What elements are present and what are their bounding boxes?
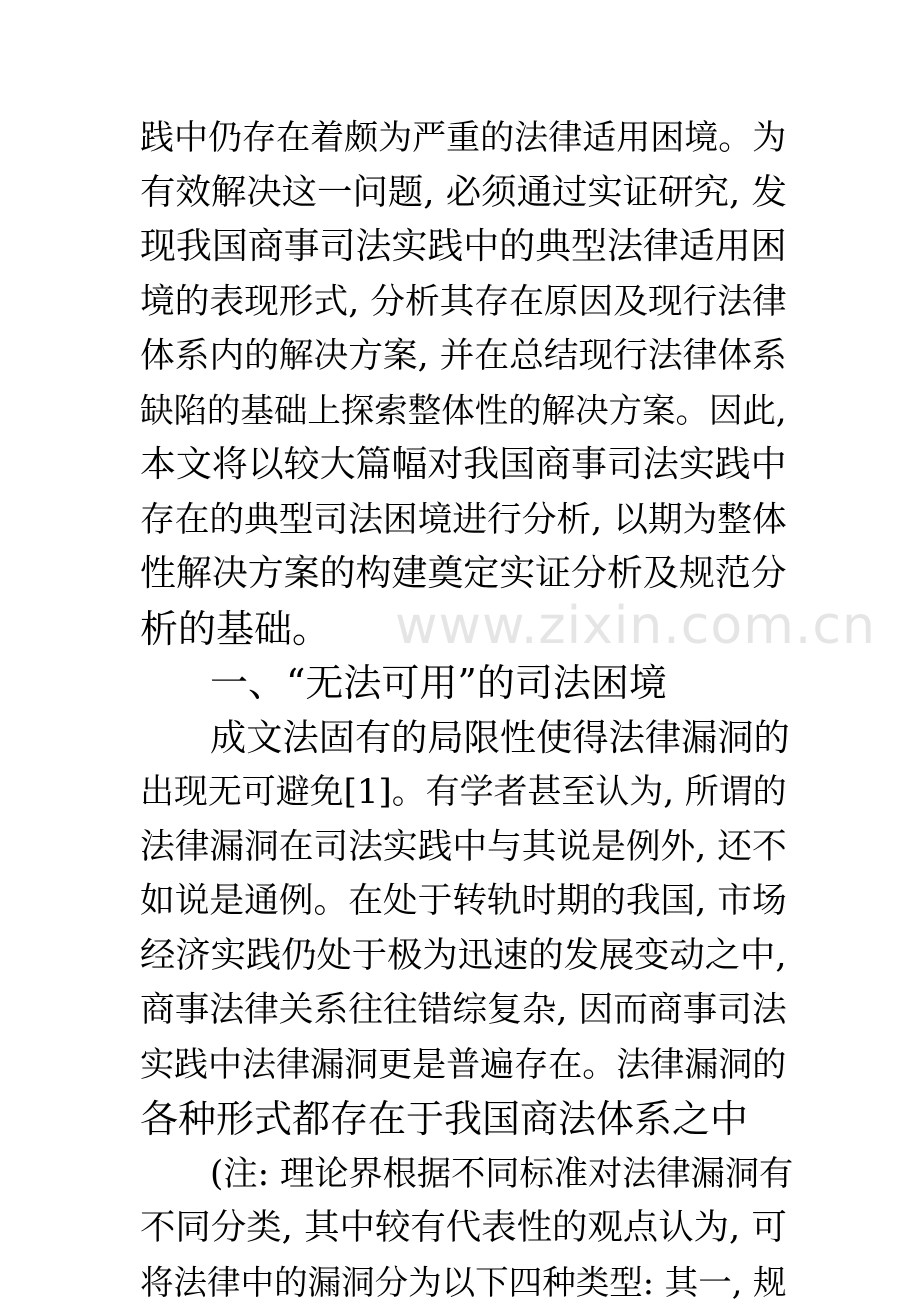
text-line: 析的基础。 xyxy=(140,606,331,651)
body-text xyxy=(140,111,794,1302)
text-line: 现我国商事司法实践中的典型法律适用困 xyxy=(140,226,787,267)
text-line: 践中仍存在着颇为严重的法律适用困境。为 xyxy=(140,118,787,158)
text-line: 经济实践仍处于极为迅速的发展变动之中, xyxy=(140,934,787,976)
text-line: 法律漏洞在司法实践中与其说是例外, 还不 xyxy=(140,826,787,867)
text-line: 不同分类, 其中较有代表性的观点认为, 可 xyxy=(140,1207,787,1248)
text-line: 缺陷的基础上探索整体性的解决方案。因此, xyxy=(140,390,787,430)
text-line: 存在的典型司法困境进行分析, 以期为整体 xyxy=(140,499,787,540)
text-line: 如说是通例。在处于转轨时期的我国, 市场 xyxy=(140,881,787,921)
text-line: 各种形式都存在于我国商法体系之中 xyxy=(140,1097,749,1141)
text-line: 体系内的解决方案, 并在总结现行法律体系 xyxy=(140,336,787,376)
text-line: 本文将以较大篇幅对我国商事司法实践中 xyxy=(140,444,787,485)
text-line: 将法律中的漏洞分为以下四种类型: 其一, 规 xyxy=(140,1262,787,1302)
text-line: 成文法固有的局限性使得法律漏洞的 xyxy=(210,715,790,759)
text-line: 实践中法律漏洞更是普遍存在。法律漏洞的 xyxy=(140,1044,787,1085)
text-line: 境的表现形式, 分析其存在原因及现行法律 xyxy=(140,281,787,322)
text-line: 出现无可避免[1]。有学者甚至认为, 所谓的 xyxy=(140,772,787,812)
text-line: 一、“无法可用”的司法困境 xyxy=(210,661,667,705)
text-line: 性解决方案的构建奠定实证分析及规范分 xyxy=(140,553,787,594)
text-line: 有效解决这一问题, 必须通过实证研究, 发 xyxy=(140,171,787,213)
text-line: (注: 理论界根据不同标准对法律漏洞有 xyxy=(210,1153,794,1194)
watermark: www.zixin.com.cn xyxy=(395,596,876,656)
text-line: 商事法律关系往往错综复杂, 因而商事司法 xyxy=(140,990,787,1030)
